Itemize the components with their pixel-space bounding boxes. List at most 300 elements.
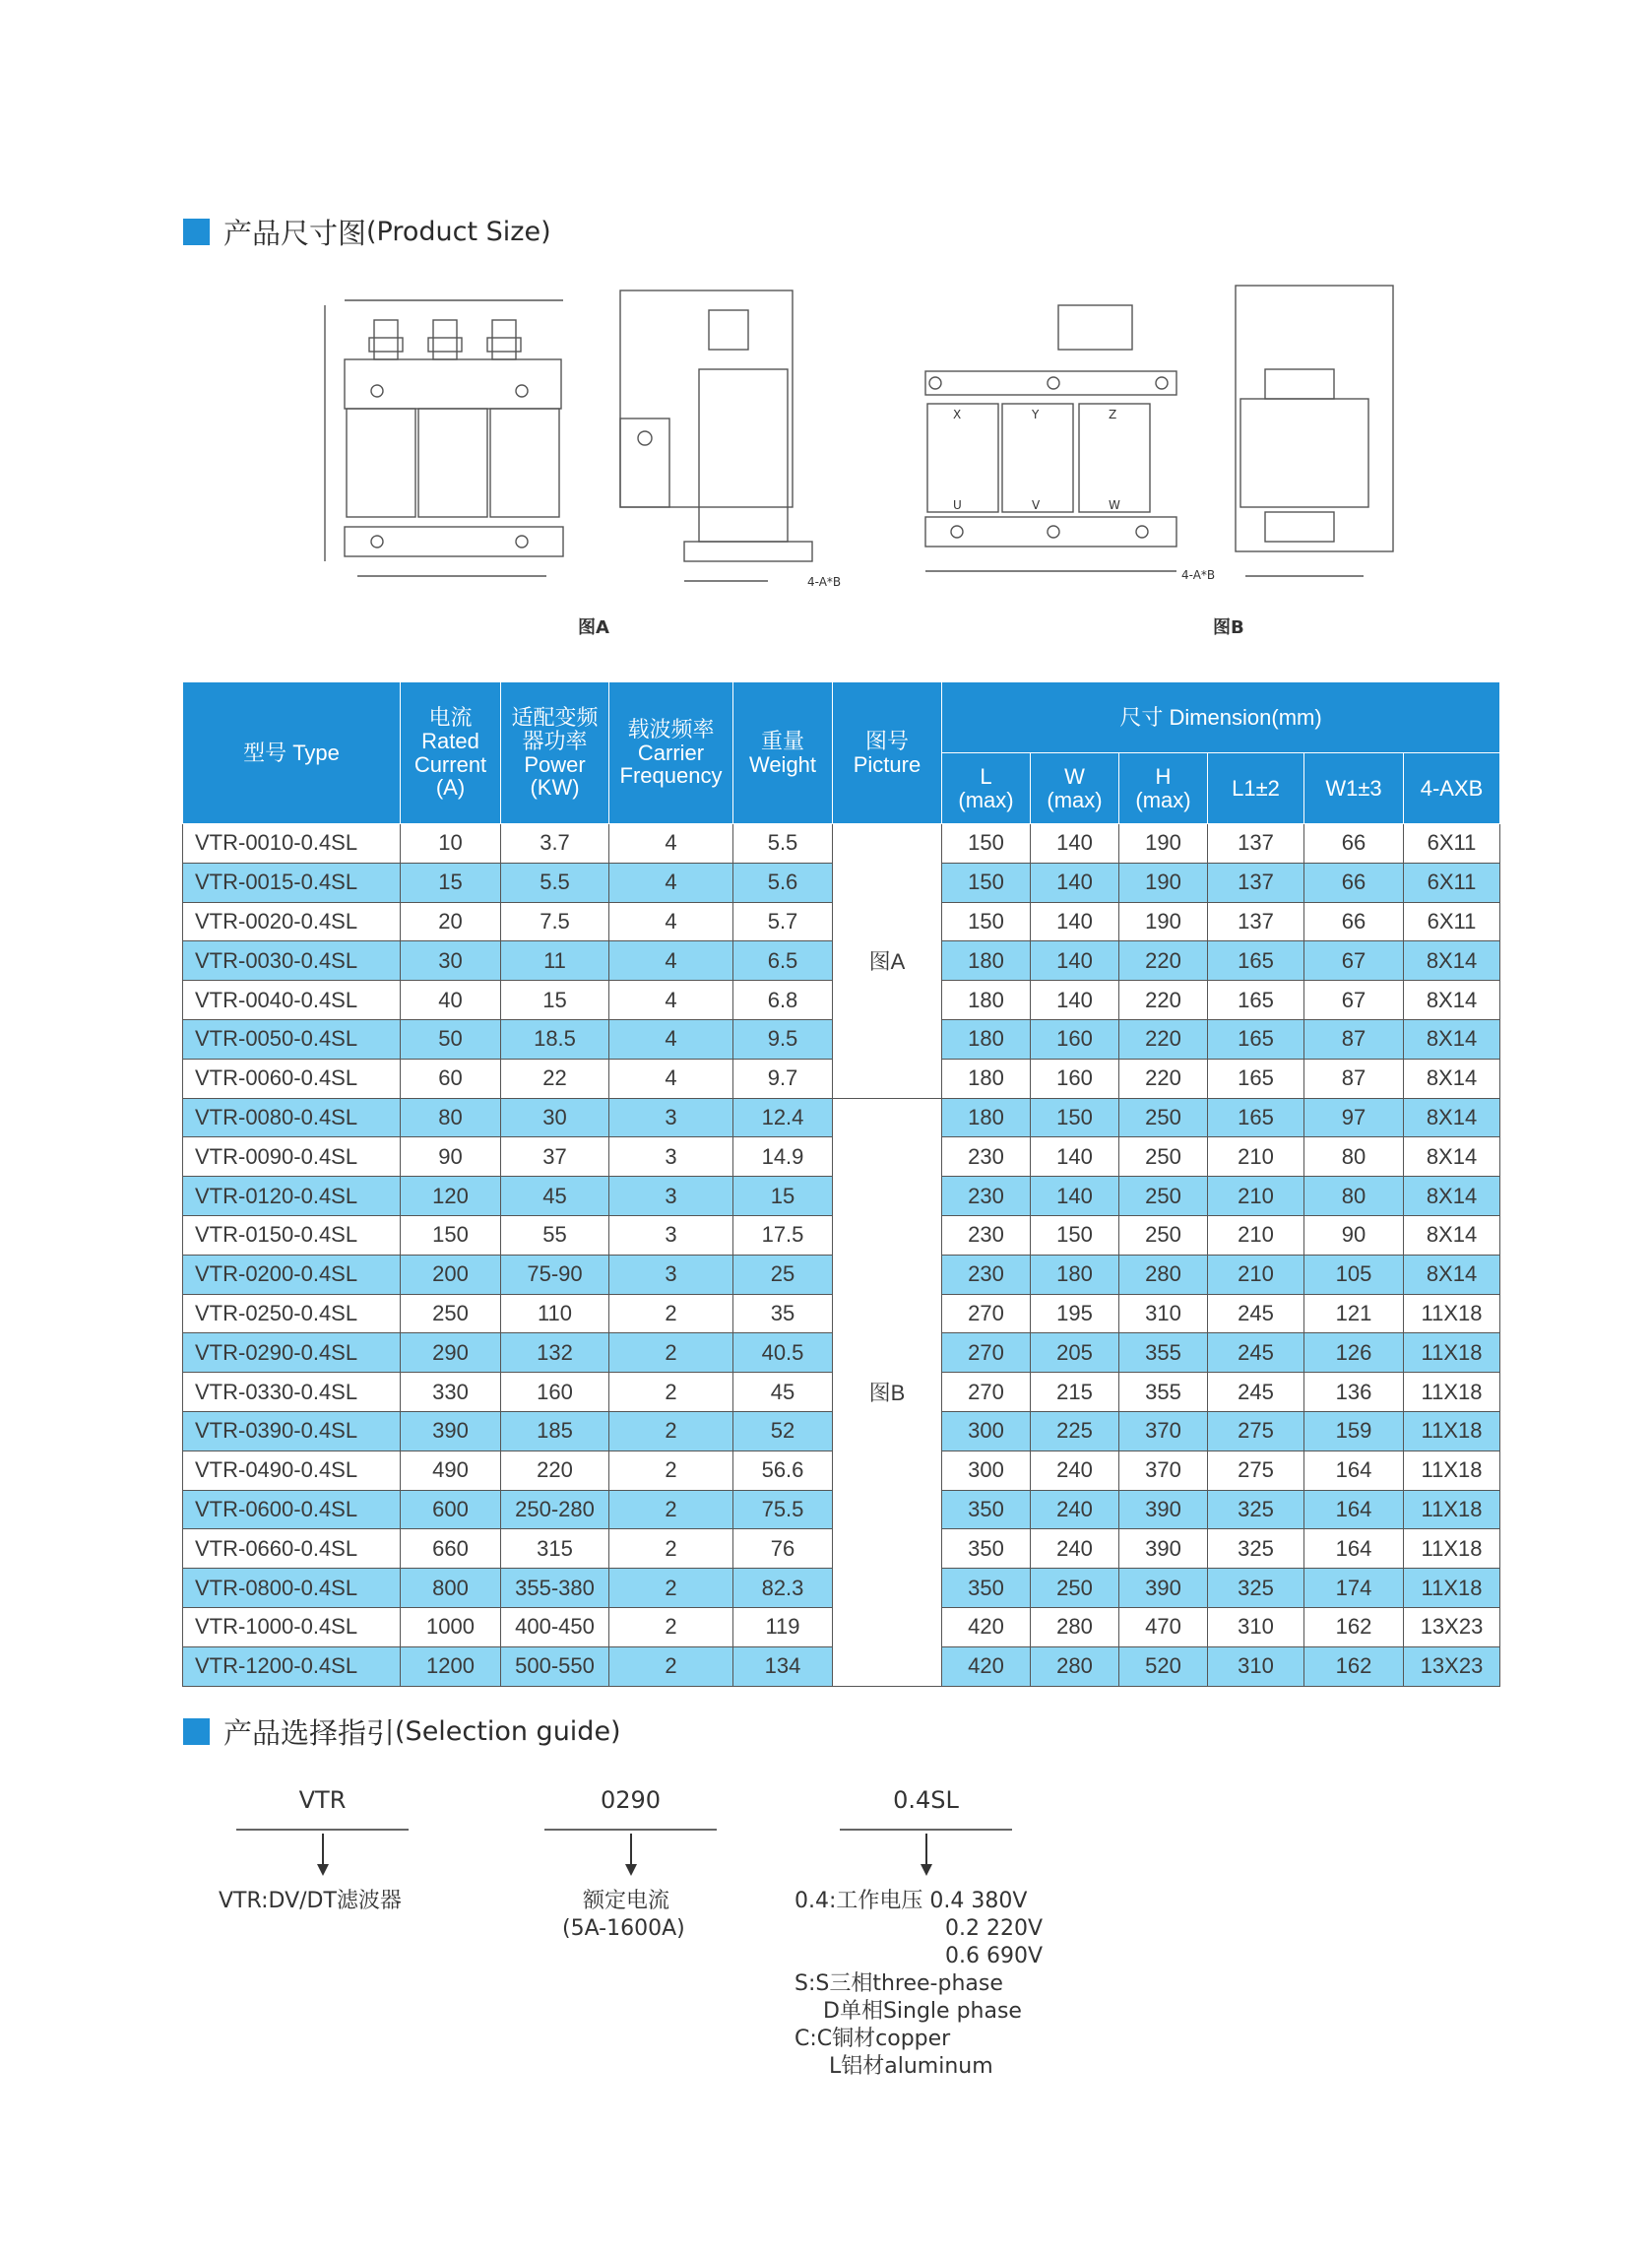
specification-table — [182, 681, 1500, 1687]
cell-weight: 12.4 — [733, 1098, 833, 1137]
cell-w: 250 — [1031, 1569, 1119, 1608]
header-l: L (max) — [942, 753, 1031, 824]
terminal-z: Z — [1109, 408, 1117, 421]
cell-h: 220 — [1119, 1059, 1208, 1098]
header-type: 型号 Type — [183, 682, 401, 824]
cell-model: VTR-0150-0.4SL — [183, 1215, 401, 1255]
cell-model: VTR-0090-0.4SL — [183, 1137, 401, 1177]
cell-w1: 136 — [1304, 1373, 1404, 1412]
fig-a-annot: 4-A*B — [807, 575, 842, 589]
cell-l: 350 — [942, 1490, 1031, 1529]
cell-carrier: 2 — [609, 1450, 733, 1490]
cell-axb: 11X18 — [1404, 1294, 1500, 1333]
cell-weight: 15 — [733, 1177, 833, 1216]
cell-l: 230 — [942, 1215, 1031, 1255]
cell-h: 355 — [1119, 1333, 1208, 1373]
cell-l1: 210 — [1208, 1255, 1304, 1294]
cell-h: 470 — [1119, 1607, 1208, 1646]
cell-w1: 66 — [1304, 902, 1404, 941]
cell-power: 37 — [501, 1137, 609, 1177]
cell-current: 150 — [401, 1215, 501, 1255]
cell-h: 220 — [1119, 941, 1208, 981]
cell-w1: 87 — [1304, 1059, 1404, 1098]
cell-w1: 159 — [1304, 1411, 1404, 1450]
cell-axb: 13X23 — [1404, 1607, 1500, 1646]
cell-l: 230 — [942, 1255, 1031, 1294]
cell-current: 80 — [401, 1098, 501, 1137]
guide-arrowhead-current-icon — [625, 1864, 637, 1876]
guide-desc-phase-1: S:S三相three-phase — [794, 1971, 1003, 1996]
guide-arrow-series — [322, 1834, 324, 1867]
cell-carrier: 2 — [609, 1333, 733, 1373]
cell-l: 350 — [942, 1529, 1031, 1569]
cell-power: 500-550 — [501, 1646, 609, 1686]
cell-carrier: 3 — [609, 1177, 733, 1216]
drawing-figure-a-b-icon — [295, 281, 1418, 655]
cell-axb: 11X18 — [1404, 1569, 1500, 1608]
cell-weight: 9.5 — [733, 1019, 833, 1059]
cell-current: 490 — [401, 1450, 501, 1490]
cell-w: 150 — [1031, 1098, 1119, 1137]
header-power: 适配变频 器功率 Power (KW) — [501, 682, 609, 824]
cell-l: 420 — [942, 1646, 1031, 1686]
section-marker-icon — [183, 1718, 210, 1745]
section-title-en: (Product Size) — [366, 217, 551, 247]
cell-l: 180 — [942, 1098, 1031, 1137]
cell-w1: 87 — [1304, 1019, 1404, 1059]
cell-power: 355-380 — [501, 1569, 609, 1608]
cell-model: VTR-0490-0.4SL — [183, 1450, 401, 1490]
cell-weight: 82.3 — [733, 1569, 833, 1608]
section-title-en: (Selection guide) — [395, 1716, 621, 1747]
cell-weight: 40.5 — [733, 1333, 833, 1373]
cell-power: 3.7 — [501, 824, 609, 864]
cell-model: VTR-0200-0.4SL — [183, 1255, 401, 1294]
cell-power: 132 — [501, 1333, 609, 1373]
cell-model: VTR-0015-0.4SL — [183, 863, 401, 902]
cell-l: 230 — [942, 1137, 1031, 1177]
cell-h: 250 — [1119, 1137, 1208, 1177]
cell-h: 220 — [1119, 981, 1208, 1020]
cell-model: VTR-1200-0.4SL — [183, 1646, 401, 1686]
cell-w1: 67 — [1304, 981, 1404, 1020]
cell-model: VTR-0030-0.4SL — [183, 941, 401, 981]
cell-l1: 310 — [1208, 1646, 1304, 1686]
picture-cell-b: 图B — [833, 1098, 942, 1686]
cell-h: 250 — [1119, 1177, 1208, 1216]
cell-l: 270 — [942, 1333, 1031, 1373]
cell-w: 160 — [1031, 1059, 1119, 1098]
guide-desc-current-1: 额定电流 — [583, 1889, 670, 1913]
header-w: W (max) — [1031, 753, 1119, 824]
cell-power: 18.5 — [501, 1019, 609, 1059]
cell-current: 800 — [401, 1569, 501, 1608]
cell-w: 240 — [1031, 1490, 1119, 1529]
cell-w1: 164 — [1304, 1490, 1404, 1529]
cell-carrier: 2 — [609, 1646, 733, 1686]
cell-h: 310 — [1119, 1294, 1208, 1333]
fig-b-front-view — [925, 305, 1215, 582]
cell-h: 390 — [1119, 1569, 1208, 1608]
cell-axb: 11X18 — [1404, 1373, 1500, 1412]
cell-l1: 275 — [1208, 1411, 1304, 1450]
cell-current: 120 — [401, 1177, 501, 1216]
cell-l: 230 — [942, 1177, 1031, 1216]
cell-model: VTR-0330-0.4SL — [183, 1373, 401, 1412]
cell-power: 15 — [501, 981, 609, 1020]
cell-l: 300 — [942, 1450, 1031, 1490]
cell-l: 150 — [942, 902, 1031, 941]
specification-table-body — [183, 824, 1500, 1687]
cell-l1: 325 — [1208, 1529, 1304, 1569]
cell-l1: 210 — [1208, 1177, 1304, 1216]
cell-w1: 66 — [1304, 863, 1404, 902]
cell-l: 420 — [942, 1607, 1031, 1646]
cell-carrier: 3 — [609, 1215, 733, 1255]
cell-carrier: 3 — [609, 1098, 733, 1137]
cell-weight: 14.9 — [733, 1137, 833, 1177]
cell-model: VTR-0020-0.4SL — [183, 902, 401, 941]
cell-carrier: 2 — [609, 1411, 733, 1450]
cell-weight: 134 — [733, 1646, 833, 1686]
cell-w: 280 — [1031, 1646, 1119, 1686]
guide-desc-material-2: L铝材aluminum — [829, 2054, 993, 2079]
terminal-u: U — [953, 498, 962, 512]
cell-carrier: 4 — [609, 824, 733, 864]
cell-current: 290 — [401, 1333, 501, 1373]
cell-model: VTR-0600-0.4SL — [183, 1490, 401, 1529]
cell-axb: 8X14 — [1404, 1098, 1500, 1137]
cell-carrier: 4 — [609, 981, 733, 1020]
cell-h: 370 — [1119, 1450, 1208, 1490]
cell-power: 7.5 — [501, 902, 609, 941]
cell-current: 90 — [401, 1137, 501, 1177]
cell-axb: 8X14 — [1404, 1137, 1500, 1177]
cell-w: 240 — [1031, 1529, 1119, 1569]
section-title-cn: 产品选择指引 — [223, 1716, 396, 1750]
cell-w: 215 — [1031, 1373, 1119, 1412]
guide-desc-voltage-2: 0.2 220V — [945, 1916, 1044, 1941]
cell-l: 350 — [942, 1569, 1031, 1608]
cell-w1: 164 — [1304, 1450, 1404, 1490]
cell-w1: 164 — [1304, 1529, 1404, 1569]
cell-l1: 165 — [1208, 1098, 1304, 1137]
cell-w: 240 — [1031, 1450, 1119, 1490]
cell-l1: 245 — [1208, 1294, 1304, 1333]
guide-arrowhead-voltage-icon — [921, 1864, 932, 1876]
cell-l1: 210 — [1208, 1215, 1304, 1255]
cell-w: 225 — [1031, 1411, 1119, 1450]
cell-h: 370 — [1119, 1411, 1208, 1450]
cell-w: 140 — [1031, 863, 1119, 902]
header-carrier: 载波频率 Carrier Frequency — [609, 682, 733, 824]
cell-power: 11 — [501, 941, 609, 981]
cell-axb: 8X14 — [1404, 1215, 1500, 1255]
cell-l: 150 — [942, 863, 1031, 902]
header-w1: W1±3 — [1304, 753, 1404, 824]
cell-w1: 105 — [1304, 1255, 1404, 1294]
cell-model: VTR-0080-0.4SL — [183, 1098, 401, 1137]
cell-h: 355 — [1119, 1373, 1208, 1412]
cell-h: 190 — [1119, 824, 1208, 864]
cell-current: 15 — [401, 863, 501, 902]
cell-h: 520 — [1119, 1646, 1208, 1686]
guide-code-series: VTR — [298, 1786, 347, 1814]
cell-model: VTR-0120-0.4SL — [183, 1177, 401, 1216]
table-row — [183, 1098, 1500, 1137]
cell-current: 20 — [401, 902, 501, 941]
cell-carrier: 2 — [609, 1607, 733, 1646]
cell-power: 185 — [501, 1411, 609, 1450]
cell-w: 140 — [1031, 824, 1119, 864]
cell-axb: 11X18 — [1404, 1529, 1500, 1569]
section-title-selection-guide — [183, 1711, 621, 1752]
cell-axb: 13X23 — [1404, 1646, 1500, 1686]
terminal-v: V — [1032, 498, 1041, 512]
cell-w: 140 — [1031, 1137, 1119, 1177]
cell-carrier: 2 — [609, 1373, 733, 1412]
guide-desc-voltage-3: 0.6 690V — [945, 1944, 1044, 1968]
header-axb: 4-AXB — [1404, 753, 1500, 824]
guide-arrow-current — [630, 1834, 632, 1867]
cell-carrier: 4 — [609, 1019, 733, 1059]
cell-l: 180 — [942, 981, 1031, 1020]
header-picture: 图号 Picture — [833, 682, 942, 824]
cell-l1: 245 — [1208, 1373, 1304, 1412]
cell-axb: 8X14 — [1404, 941, 1500, 981]
fig-a-label: 图A — [578, 617, 609, 638]
guide-code-current: 0290 — [600, 1786, 662, 1814]
cell-w1: 66 — [1304, 824, 1404, 864]
cell-h: 250 — [1119, 1098, 1208, 1137]
cell-h: 280 — [1119, 1255, 1208, 1294]
cell-current: 1000 — [401, 1607, 501, 1646]
cell-axb: 8X14 — [1404, 1255, 1500, 1294]
cell-power: 220 — [501, 1450, 609, 1490]
cell-weight: 9.7 — [733, 1059, 833, 1098]
cell-power: 5.5 — [501, 863, 609, 902]
cell-w1: 67 — [1304, 941, 1404, 981]
cell-model: VTR-0390-0.4SL — [183, 1411, 401, 1450]
cell-model: VTR-0010-0.4SL — [183, 824, 401, 864]
cell-h: 390 — [1119, 1529, 1208, 1569]
cell-power: 160 — [501, 1373, 609, 1412]
guide-underline-series — [236, 1829, 409, 1831]
cell-weight: 56.6 — [733, 1450, 833, 1490]
cell-w1: 126 — [1304, 1333, 1404, 1373]
guide-code-voltage: 0.4SL — [893, 1786, 959, 1814]
cell-w1: 121 — [1304, 1294, 1404, 1333]
cell-model: VTR-0290-0.4SL — [183, 1333, 401, 1373]
cell-power: 250-280 — [501, 1490, 609, 1529]
cell-l1: 245 — [1208, 1333, 1304, 1373]
cell-l: 180 — [942, 941, 1031, 981]
cell-model: VTR-0040-0.4SL — [183, 981, 401, 1020]
cell-weight: 17.5 — [733, 1215, 833, 1255]
cell-axb: 6X11 — [1404, 902, 1500, 941]
cell-l: 270 — [942, 1373, 1031, 1412]
cell-carrier: 2 — [609, 1529, 733, 1569]
cell-axb: 11X18 — [1404, 1490, 1500, 1529]
cell-weight: 6.8 — [733, 981, 833, 1020]
cell-l: 180 — [942, 1059, 1031, 1098]
terminal-y: Y — [1032, 408, 1040, 421]
cell-w1: 97 — [1304, 1098, 1404, 1137]
cell-w1: 162 — [1304, 1607, 1404, 1646]
cell-current: 330 — [401, 1373, 501, 1412]
cell-weight: 35 — [733, 1294, 833, 1333]
cell-w: 195 — [1031, 1294, 1119, 1333]
cell-weight: 5.7 — [733, 902, 833, 941]
cell-axb: 8X14 — [1404, 1177, 1500, 1216]
cell-weight: 75.5 — [733, 1490, 833, 1529]
header-weight: 重量 Weight — [733, 682, 833, 824]
cell-power: 110 — [501, 1294, 609, 1333]
product-drawings — [295, 281, 1418, 655]
section-title-product-size — [183, 212, 551, 252]
cell-current: 390 — [401, 1411, 501, 1450]
cell-carrier: 4 — [609, 863, 733, 902]
cell-h: 390 — [1119, 1490, 1208, 1529]
cell-l1: 165 — [1208, 1059, 1304, 1098]
cell-l1: 210 — [1208, 1137, 1304, 1177]
cell-model: VTR-0660-0.4SL — [183, 1529, 401, 1569]
cell-weight: 119 — [733, 1607, 833, 1646]
cell-w: 140 — [1031, 902, 1119, 941]
cell-carrier: 4 — [609, 1059, 733, 1098]
cell-axb: 11X18 — [1404, 1450, 1500, 1490]
section-title-cn: 产品尺寸图 — [223, 217, 367, 250]
cell-power: 30 — [501, 1098, 609, 1137]
cell-model: VTR-0060-0.4SL — [183, 1059, 401, 1098]
cell-l: 150 — [942, 824, 1031, 864]
cell-h: 190 — [1119, 863, 1208, 902]
guide-desc-phase-2: D单相Single phase — [823, 1999, 1022, 2024]
cell-w1: 174 — [1304, 1569, 1404, 1608]
cell-carrier: 2 — [609, 1490, 733, 1529]
table-row — [183, 824, 1500, 864]
cell-l1: 137 — [1208, 824, 1304, 864]
cell-current: 30 — [401, 941, 501, 981]
cell-w: 160 — [1031, 1019, 1119, 1059]
cell-w1: 80 — [1304, 1137, 1404, 1177]
cell-carrier: 4 — [609, 902, 733, 941]
cell-weight: 52 — [733, 1411, 833, 1450]
cell-current: 60 — [401, 1059, 501, 1098]
cell-l1: 137 — [1208, 863, 1304, 902]
cell-w: 150 — [1031, 1215, 1119, 1255]
picture-cell-a: 图A — [833, 824, 942, 1099]
cell-weight: 6.5 — [733, 941, 833, 981]
cell-model: VTR-0250-0.4SL — [183, 1294, 401, 1333]
cell-model: VTR-0050-0.4SL — [183, 1019, 401, 1059]
fig-b-side-view — [1236, 286, 1393, 576]
cell-l1: 165 — [1208, 981, 1304, 1020]
cell-current: 50 — [401, 1019, 501, 1059]
cell-w: 140 — [1031, 981, 1119, 1020]
cell-weight: 5.6 — [733, 863, 833, 902]
guide-desc-current-2: (5A-1600A) — [562, 1916, 685, 1941]
cell-weight: 25 — [733, 1255, 833, 1294]
cell-l1: 310 — [1208, 1607, 1304, 1646]
cell-current: 40 — [401, 981, 501, 1020]
cell-weight: 76 — [733, 1529, 833, 1569]
cell-power: 400-450 — [501, 1607, 609, 1646]
cell-axb: 8X14 — [1404, 981, 1500, 1020]
cell-current: 200 — [401, 1255, 501, 1294]
cell-current: 250 — [401, 1294, 501, 1333]
cell-weight: 5.5 — [733, 824, 833, 864]
cell-w: 180 — [1031, 1255, 1119, 1294]
header-l1: L1±2 — [1208, 753, 1304, 824]
guide-underline-current — [544, 1829, 717, 1831]
cell-power: 55 — [501, 1215, 609, 1255]
cell-axb: 11X18 — [1404, 1333, 1500, 1373]
cell-power: 315 — [501, 1529, 609, 1569]
cell-axb: 6X11 — [1404, 824, 1500, 864]
guide-arrowhead-series-icon — [317, 1864, 329, 1876]
cell-carrier: 2 — [609, 1569, 733, 1608]
cell-w: 280 — [1031, 1607, 1119, 1646]
cell-power: 75-90 — [501, 1255, 609, 1294]
cell-current: 10 — [401, 824, 501, 864]
cell-l1: 325 — [1208, 1569, 1304, 1608]
cell-w1: 80 — [1304, 1177, 1404, 1216]
cell-w: 140 — [1031, 1177, 1119, 1216]
cell-current: 600 — [401, 1490, 501, 1529]
fig-b-label: 图B — [1213, 617, 1244, 638]
cell-axb: 6X11 — [1404, 863, 1500, 902]
cell-w1: 90 — [1304, 1215, 1404, 1255]
fig-a-side-view — [620, 290, 841, 589]
guide-desc-series: VTR:DV/DT滤波器 — [219, 1889, 402, 1913]
fig-b-annot: 4-A*B — [1181, 568, 1216, 582]
section-marker-icon — [183, 219, 210, 245]
cell-current: 1200 — [401, 1646, 501, 1686]
cell-l: 300 — [942, 1411, 1031, 1450]
cell-carrier: 3 — [609, 1255, 733, 1294]
cell-carrier: 4 — [609, 941, 733, 981]
cell-w: 205 — [1031, 1333, 1119, 1373]
cell-l: 270 — [942, 1294, 1031, 1333]
fig-a-front-view — [325, 300, 563, 576]
cell-h: 220 — [1119, 1019, 1208, 1059]
cell-axb: 8X14 — [1404, 1059, 1500, 1098]
guide-desc-voltage-1: 0.4:工作电压 0.4 380V — [794, 1889, 1028, 1913]
header-dimension: 尺寸 Dimension(mm) — [942, 682, 1500, 753]
cell-axb: 8X14 — [1404, 1019, 1500, 1059]
cell-w: 140 — [1031, 941, 1119, 981]
cell-weight: 45 — [733, 1373, 833, 1412]
guide-arrow-voltage — [925, 1834, 927, 1867]
header-h: H (max) — [1119, 753, 1208, 824]
guide-desc-material-1: C:C铜材copper — [794, 2027, 951, 2051]
guide-underline-voltage — [840, 1829, 1012, 1831]
cell-axb: 11X18 — [1404, 1411, 1500, 1450]
cell-h: 190 — [1119, 902, 1208, 941]
cell-h: 250 — [1119, 1215, 1208, 1255]
cell-power: 45 — [501, 1177, 609, 1216]
cell-l1: 275 — [1208, 1450, 1304, 1490]
cell-model: VTR-0800-0.4SL — [183, 1569, 401, 1608]
header-current: 电流 Rated Current (A) — [401, 682, 501, 824]
cell-l1: 137 — [1208, 902, 1304, 941]
terminal-x: X — [953, 408, 962, 421]
cell-current: 660 — [401, 1529, 501, 1569]
cell-model: VTR-1000-0.4SL — [183, 1607, 401, 1646]
cell-power: 22 — [501, 1059, 609, 1098]
cell-l1: 325 — [1208, 1490, 1304, 1529]
